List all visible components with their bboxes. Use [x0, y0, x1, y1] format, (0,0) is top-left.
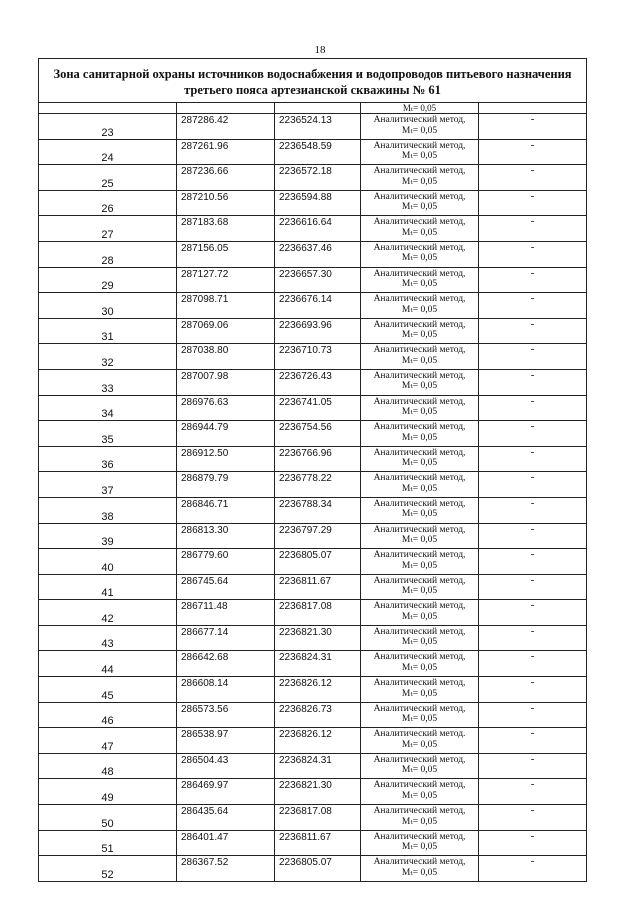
coord-x: 287286.42	[177, 114, 275, 140]
coord-y: 2236726.43	[275, 369, 361, 395]
accuracy-label: Mₜ= 0,05	[401, 483, 438, 494]
coord-x: 286846.71	[177, 497, 275, 523]
coord-y: 2236594.88	[275, 190, 361, 216]
coord-x: 287236.66	[177, 165, 275, 191]
method-cell	[361, 293, 479, 319]
coord-x: 286573.56	[177, 702, 275, 728]
table-row	[39, 574, 587, 600]
note-cell: -	[479, 216, 587, 242]
coord-x: 286879.79	[177, 472, 275, 498]
coord-y: 2236817.08	[275, 600, 361, 626]
coord-x: 286779.60	[177, 549, 275, 575]
note-cell: -	[479, 702, 587, 728]
point-number: 52	[39, 856, 177, 882]
accuracy-label: Mₜ= 0,05	[401, 304, 438, 315]
accuracy-label: Mₜ= 0,05	[401, 688, 438, 699]
note-cell: -	[479, 830, 587, 856]
method-label: Аналитический метод,	[373, 498, 466, 509]
point-number: 29	[39, 267, 177, 293]
method-label: Аналитический метод,	[373, 242, 466, 253]
point-number: 45	[39, 677, 177, 703]
method-cell	[361, 677, 479, 703]
note-cell: -	[479, 574, 587, 600]
method-cell	[361, 241, 479, 267]
table-row	[39, 651, 587, 677]
method-cell	[361, 574, 479, 600]
coord-x: 286608.14	[177, 677, 275, 703]
coord-x: 286469.97	[177, 779, 275, 805]
accuracy-label: Mₜ= 0,05	[401, 867, 438, 878]
method-label: Аналитический метод,	[373, 268, 466, 279]
point-number: 33	[39, 369, 177, 395]
point-number: 39	[39, 523, 177, 549]
accuracy-label: Mₜ= 0,05	[401, 611, 438, 622]
coord-y: 2236754.56	[275, 421, 361, 447]
method-cell	[361, 600, 479, 626]
coord-y: 2236817.08	[275, 805, 361, 831]
note-cell: -	[479, 241, 587, 267]
note-cell: -	[479, 369, 587, 395]
method-cell	[361, 139, 479, 165]
coord-x: 287007.98	[177, 369, 275, 395]
coord-y: 2236693.96	[275, 318, 361, 344]
point-number: 50	[39, 805, 177, 831]
accuracy-label: Mₜ= 0,05	[401, 355, 438, 366]
accuracy-label: Mₜ= 0,05	[401, 816, 438, 827]
point-number: 49	[39, 779, 177, 805]
coord-y: 2236811.67	[275, 574, 361, 600]
point-number: 27	[39, 216, 177, 242]
accuracy-label: Mₜ= 0,05	[401, 407, 438, 418]
point-number: 47	[39, 728, 177, 754]
method-label: Аналитический метод,	[373, 678, 466, 689]
coord-x: 286642.68	[177, 651, 275, 677]
accuracy-label: Mₜ= 0,05	[401, 253, 438, 264]
coord-x: 286944.79	[177, 421, 275, 447]
point-number: 42	[39, 600, 177, 626]
note-cell: -	[479, 523, 587, 549]
point-number: 23	[39, 114, 177, 140]
note-cell: -	[479, 753, 587, 779]
method-cell	[361, 190, 479, 216]
accuracy-label: Mₜ= 0,05	[401, 560, 438, 571]
coord-y: 2236572.18	[275, 165, 361, 191]
table-row	[39, 190, 587, 216]
note-cell: -	[479, 779, 587, 805]
accuracy-label: Mₜ= 0,05	[401, 432, 438, 443]
coord-y: 2236826.12	[275, 728, 361, 754]
table-row	[39, 267, 587, 293]
table-row	[39, 216, 587, 242]
method-cell	[361, 369, 479, 395]
coord-x: 286504.43	[177, 753, 275, 779]
coord-y: 2236657.30	[275, 267, 361, 293]
method-cell	[361, 523, 479, 549]
accuracy-label: Mₜ= 0,05	[401, 662, 438, 673]
note-cell: -	[479, 395, 587, 421]
point-number: 28	[39, 241, 177, 267]
method-cell	[361, 728, 479, 754]
point-number: 43	[39, 625, 177, 651]
method-label: Аналитический метод,	[373, 524, 466, 535]
note-cell: -	[479, 267, 587, 293]
coord-y: 2236766.96	[275, 446, 361, 472]
note-cell: -	[479, 190, 587, 216]
method-cell	[361, 318, 479, 344]
continuation-row	[39, 103, 587, 114]
coord-x: 286976.63	[177, 395, 275, 421]
coord-x: 287210.56	[177, 190, 275, 216]
table-row	[39, 677, 587, 703]
note-cell: -	[479, 651, 587, 677]
note-cell: -	[479, 293, 587, 319]
coord-y: 2236710.73	[275, 344, 361, 370]
method-cell	[361, 165, 479, 191]
note-cell: -	[479, 677, 587, 703]
method-label: Аналитический метод,	[373, 115, 466, 125]
point-number: 46	[39, 702, 177, 728]
page-number: 18	[314, 44, 326, 56]
table-row	[39, 753, 587, 779]
method-cell	[361, 216, 479, 242]
point-number: 24	[39, 139, 177, 165]
accuracy-label: Mₜ= 0,05	[401, 739, 438, 750]
method-label: Аналитический метод,	[373, 857, 466, 868]
accuracy-label: Mₜ= 0,05	[401, 279, 438, 290]
method-cell	[361, 753, 479, 779]
table-row	[39, 318, 587, 344]
method-cell	[361, 856, 479, 882]
coord-x: 287156.05	[177, 241, 275, 267]
method-label: Аналитический метод,	[373, 370, 466, 381]
coord-y: 2236805.07	[275, 549, 361, 575]
method-cell	[361, 702, 479, 728]
accuracy-label: Mₜ= 0,05	[401, 151, 438, 162]
method-label: Аналитический метод,	[373, 345, 466, 356]
coord-x: 286677.14	[177, 625, 275, 651]
point-number: 36	[39, 446, 177, 472]
table-row	[39, 830, 587, 856]
method-cell	[361, 472, 479, 498]
method-label: Аналитический метод,	[373, 294, 466, 305]
method-cell	[361, 549, 479, 575]
method-cell	[361, 651, 479, 677]
point-number: 38	[39, 497, 177, 523]
point-number: 31	[39, 318, 177, 344]
method-label: Аналитический метод,	[373, 652, 466, 663]
accuracy-label: Mₜ= 0,05	[401, 458, 438, 469]
method-label: Аналитический метод,	[373, 396, 466, 407]
coord-x: 287069.06	[177, 318, 275, 344]
method-label: Аналитический метод,	[373, 575, 466, 586]
coord-y: 2236788.34	[275, 497, 361, 523]
table-row	[39, 395, 587, 421]
coord-x: 286912.50	[177, 446, 275, 472]
coord-y: 2236826.73	[275, 702, 361, 728]
method-label: Аналитический метод,	[373, 319, 466, 330]
method-label: Аналитический метод,	[373, 422, 466, 433]
coord-x: 286711.48	[177, 600, 275, 626]
coord-y: 2236805.07	[275, 856, 361, 882]
point-number: 51	[39, 830, 177, 856]
method-label: Аналитический метод,	[373, 166, 466, 177]
accuracy-label: Mₜ= 0,05	[401, 202, 438, 213]
table-row	[39, 523, 587, 549]
continuation-accuracy: Mₜ= 0,05	[361, 103, 479, 114]
note-cell: -	[479, 114, 587, 140]
table-row	[39, 293, 587, 319]
method-label: Аналитический метод,	[373, 550, 466, 561]
coord-y: 2236548.59	[275, 139, 361, 165]
table-row	[39, 369, 587, 395]
method-label: Аналитический метод,	[373, 217, 466, 228]
method-label: Аналитический метод,	[373, 473, 466, 484]
method-cell	[361, 830, 479, 856]
coord-y: 2236824.31	[275, 753, 361, 779]
coord-x: 286745.64	[177, 574, 275, 600]
method-label: Аналитический метод,	[373, 191, 466, 202]
method-label: Аналитический метод,	[373, 806, 466, 817]
table-row	[39, 625, 587, 651]
point-number: 32	[39, 344, 177, 370]
coord-x: 287261.96	[177, 139, 275, 165]
method-cell	[361, 114, 479, 140]
coord-x: 287038.80	[177, 344, 275, 370]
method-label: Аналитический метод,	[373, 831, 466, 842]
point-number: 35	[39, 421, 177, 447]
accuracy-label: Mₜ= 0,05	[401, 637, 438, 648]
coord-x: 286367.52	[177, 856, 275, 882]
note-cell: -	[479, 165, 587, 191]
accuracy-label: Mₜ= 0,05	[401, 586, 438, 597]
method-label: Аналитический метод,	[373, 140, 466, 151]
note-cell: -	[479, 318, 587, 344]
method-label: Аналитический метод,	[373, 626, 466, 637]
accuracy-label: Mₜ= 0,05	[401, 381, 438, 392]
table-row	[39, 856, 587, 882]
point-number: 40	[39, 549, 177, 575]
method-label: Аналитический метод,	[373, 447, 466, 458]
point-number: 26	[39, 190, 177, 216]
method-cell	[361, 497, 479, 523]
note-cell: -	[479, 549, 587, 575]
accuracy-label: Mₜ= 0,05	[401, 535, 438, 545]
method-cell	[361, 625, 479, 651]
coord-x: 286435.64	[177, 805, 275, 831]
accuracy-label: Mₜ= 0,05	[401, 227, 438, 238]
accuracy-label: Mₜ= 0,05	[401, 509, 438, 520]
table-row	[39, 805, 587, 831]
coord-x: 287183.68	[177, 216, 275, 242]
coord-x: 286538.97	[177, 728, 275, 754]
note-cell: -	[479, 472, 587, 498]
coord-y: 2236524.13	[275, 114, 361, 140]
table-row	[39, 600, 587, 626]
method-cell	[361, 805, 479, 831]
accuracy-label: Mₜ= 0,05	[401, 714, 438, 725]
method-cell	[361, 421, 479, 447]
table-row	[39, 549, 587, 575]
point-number: 30	[39, 293, 177, 319]
note-cell: -	[479, 344, 587, 370]
coord-y: 2236821.30	[275, 625, 361, 651]
coord-y: 2236821.30	[275, 779, 361, 805]
method-cell	[361, 344, 479, 370]
note-cell: -	[479, 600, 587, 626]
note-cell: -	[479, 421, 587, 447]
method-cell	[361, 267, 479, 293]
table-row	[39, 114, 587, 140]
coord-y: 2236824.31	[275, 651, 361, 677]
coord-x: 287098.71	[177, 293, 275, 319]
accuracy-label: Mₜ= 0,05	[401, 330, 438, 341]
coord-y: 2236616.64	[275, 216, 361, 242]
method-label: Аналитический метод,	[373, 601, 466, 612]
table-row	[39, 497, 587, 523]
point-number: 25	[39, 165, 177, 191]
title-row	[39, 59, 587, 103]
table-row	[39, 446, 587, 472]
point-number: 44	[39, 651, 177, 677]
method-label: Аналитический метод,	[373, 703, 466, 714]
note-cell: -	[479, 856, 587, 882]
note-cell: -	[479, 139, 587, 165]
coord-y: 2236811.67	[275, 830, 361, 856]
table-row	[39, 702, 587, 728]
method-cell	[361, 779, 479, 805]
coord-y: 2236826.12	[275, 677, 361, 703]
coord-y: 2236676.14	[275, 293, 361, 319]
coord-x: 286401.47	[177, 830, 275, 856]
table-row	[39, 241, 587, 267]
accuracy-label: Mₜ= 0,05	[401, 842, 438, 853]
table-row	[39, 728, 587, 754]
table-row	[39, 472, 587, 498]
coord-y: 2236741.05	[275, 395, 361, 421]
coord-y: 2236778.22	[275, 472, 361, 498]
method-cell	[361, 446, 479, 472]
coord-y: 2236797.29	[275, 523, 361, 549]
accuracy-label: Mₜ= 0,05	[401, 125, 438, 136]
coord-y: 2236637.46	[275, 241, 361, 267]
coord-x: 287127.72	[177, 267, 275, 293]
method-label: Аналитический метод,	[373, 754, 466, 765]
table-row	[39, 139, 587, 165]
point-number: 41	[39, 574, 177, 600]
point-number: 37	[39, 472, 177, 498]
method-label: Аналитический метод.	[373, 729, 466, 740]
coord-x: 286813.30	[177, 523, 275, 549]
coordinates-table	[38, 58, 587, 882]
method-cell	[361, 395, 479, 421]
accuracy-label: Mₜ= 0,05	[401, 765, 438, 776]
accuracy-label: Mₜ= 0,05	[401, 790, 438, 801]
note-cell: -	[479, 728, 587, 754]
point-number: 34	[39, 395, 177, 421]
note-cell: -	[479, 446, 587, 472]
table-row	[39, 165, 587, 191]
table-row	[39, 779, 587, 805]
table-row	[39, 421, 587, 447]
method-label: Аналитический метод,	[373, 780, 466, 791]
table-row	[39, 344, 587, 370]
point-number: 48	[39, 753, 177, 779]
note-cell: -	[479, 805, 587, 831]
note-cell: -	[479, 625, 587, 651]
note-cell: -	[479, 497, 587, 523]
table-title: Зона санитарной охраны источников водоснабжения и водопроводов питьевого назначения третьего пояса артезианской скважины № 61	[39, 59, 587, 103]
accuracy-label: Mₜ= 0,05	[401, 176, 438, 187]
